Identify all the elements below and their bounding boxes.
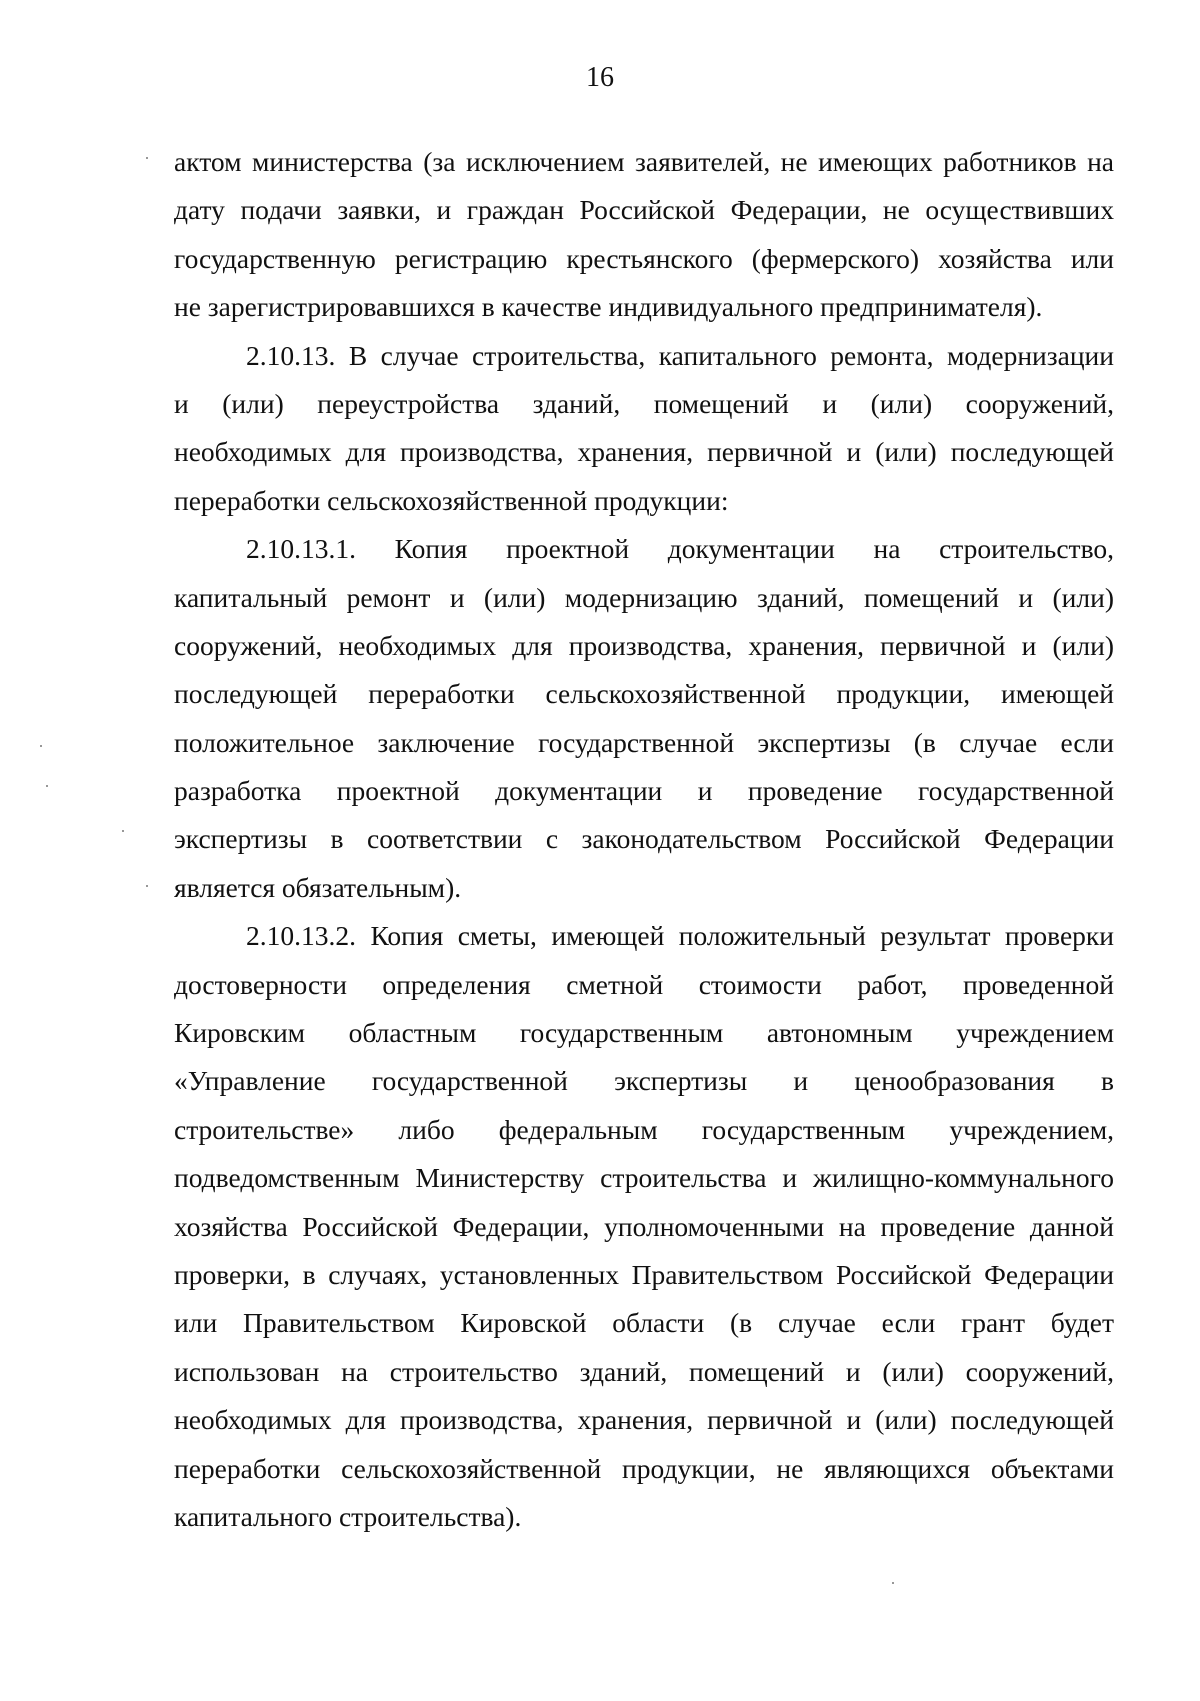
text-line: подведомственным Министерству строительства и жилищно-коммунального (174, 1162, 1114, 1194)
text-line: сооружений, необходимых для производства, хранения, первичной и (или) (174, 629, 1114, 661)
paragraph-first-line: 2.10.13. В случае строительства, капитального ремонта, модернизации (246, 339, 1114, 371)
text-line: проверки, в случаях, установленных Правительством Российской Федерации (174, 1258, 1114, 1290)
text-line: капитальный ремонт и (или) модернизацию зданий, помещений и (или) (174, 581, 1114, 613)
text-line: переработки сельскохозяйственной продукции: (174, 484, 729, 516)
text-line: разработка проектной документации и проведение государственной (174, 775, 1114, 807)
text-line: и (или) переустройства зданий, помещений и (или) сооружений, (174, 387, 1114, 419)
text-line: положительное заключение государственной экспертизы (в случае если (174, 726, 1114, 758)
text-line: Кировским областным государственным автономным учреждением (174, 1017, 1114, 1049)
scan-speck (40, 745, 42, 747)
document-body (174, 138, 1114, 1541)
text-line: строительстве» либо федеральным государственным учреждением, (174, 1113, 1114, 1145)
text-line: необходимых для производства, хранения, первичной и (или) последующей (174, 1404, 1114, 1436)
text-line: необходимых для производства, хранения, первичной и (или) последующей (174, 436, 1114, 468)
text-line: не зарегистрировавшихся в качестве индивидуального предпринимателя). (174, 291, 1043, 323)
text-line: хозяйства Российской Федерации, уполномоченными на проведение данной (174, 1210, 1114, 1242)
scan-speck (46, 785, 48, 787)
text-line: является обязательным). (174, 871, 462, 903)
text-line: последующей переработки сельскохозяйственной продукции, имеющей (174, 678, 1114, 710)
text-line: экспертизы в соответствии с законодательством Российской Федерации (174, 823, 1114, 855)
text-line: достоверности определения сметной стоимости работ, проведенной (174, 968, 1114, 1000)
page-number: 16 (586, 62, 614, 93)
scan-speck (892, 1582, 894, 1584)
text-line: «Управление государственной экспертизы и ценообразования в (174, 1065, 1114, 1097)
text-line: государственную регистрацию крестьянского (фермерского) хозяйства или (174, 242, 1114, 274)
paragraph-first-line: 2.10.13.1. Копия проектной документации на строительство, (246, 533, 1114, 565)
scan-speck (146, 885, 148, 887)
text-line: дату подачи заявки, и граждан Российской Федерации, не осуществивших (174, 194, 1114, 226)
text-line: капитального строительства). (174, 1500, 522, 1532)
text-line: или Правительством Кировской области (в случае если грант будет (174, 1307, 1114, 1339)
text-line: актом министерства (за исключением заявителей, не имеющих работников на (174, 146, 1114, 177)
scan-speck (146, 157, 148, 159)
scan-speck (122, 830, 124, 832)
paragraph-first-line: 2.10.13.2. Копия сметы, имеющей положительный результат проверки (246, 920, 1114, 952)
text-line: использован на строительство зданий, помещений и (или) сооружений, (174, 1355, 1114, 1387)
text-line: переработки сельскохозяйственной продукции, не являющихся объектами (174, 1452, 1114, 1484)
